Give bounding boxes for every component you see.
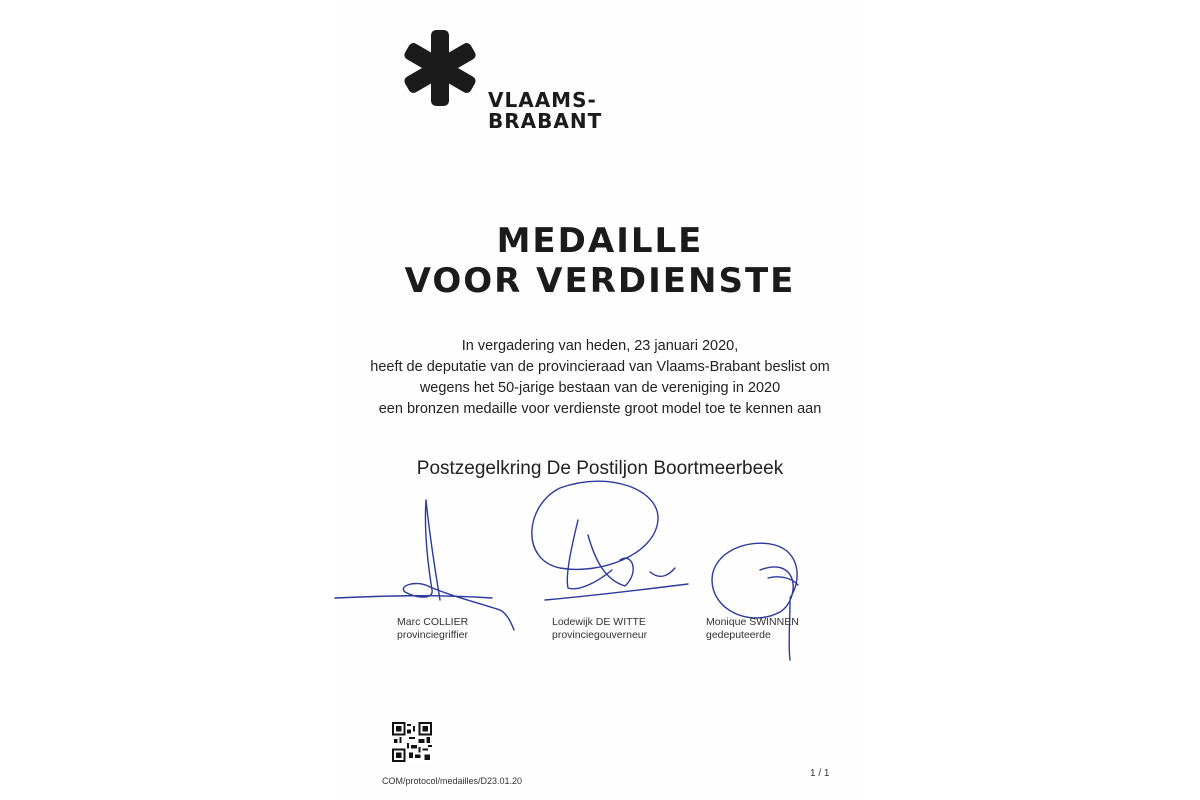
- signatory-3: [706, 616, 799, 642]
- recipient-name: Postzegelkring De Postiljon Boortmeerbeek: [416, 458, 784, 479]
- signatory-1-name: Marc COLLIER: [397, 616, 469, 628]
- body-line-4: een bronzen medaille voor verdienste groot model toe te kennen aan: [378, 401, 822, 417]
- signatory-1-role: provinciegriffier: [397, 629, 469, 641]
- signatory-2-role: provinciegouverneur: [552, 629, 648, 641]
- body-line-3: wegens het 50-jarige bestaan van de vereniging in 2020: [419, 380, 781, 396]
- signatory-2: [552, 616, 647, 642]
- page-number: 1 / 1: [810, 768, 830, 779]
- asterisk-logo-icon: [400, 28, 480, 108]
- signatory-3-name: Monique SWINNEN: [706, 616, 799, 628]
- document-reference: COM/protocol/medailles/D23.01.20: [382, 776, 523, 786]
- qr-code-icon: [392, 722, 432, 762]
- logo-line-2: BRABANT: [488, 109, 603, 133]
- vlaams-brabant-logo: [400, 28, 603, 138]
- signatory-2-name: Lodewijk DE WITTE: [552, 616, 646, 628]
- certificate-title-line-2: VOOR VERDIENSTE: [404, 261, 796, 301]
- body-line-1: In vergadering van heden, 23 januari 2020,: [461, 338, 739, 354]
- certificate-title-line-1: MEDAILLE: [496, 221, 704, 261]
- signatory-1: [397, 616, 468, 642]
- body-line-2: heeft de deputatie van de provincieraad van Vlaams-Brabant beslist om: [370, 359, 830, 375]
- logo-line-1: VLAAMS-: [488, 88, 597, 112]
- logo-wordmark: [488, 90, 602, 132]
- signatory-3-role: gedeputeerde: [706, 629, 771, 641]
